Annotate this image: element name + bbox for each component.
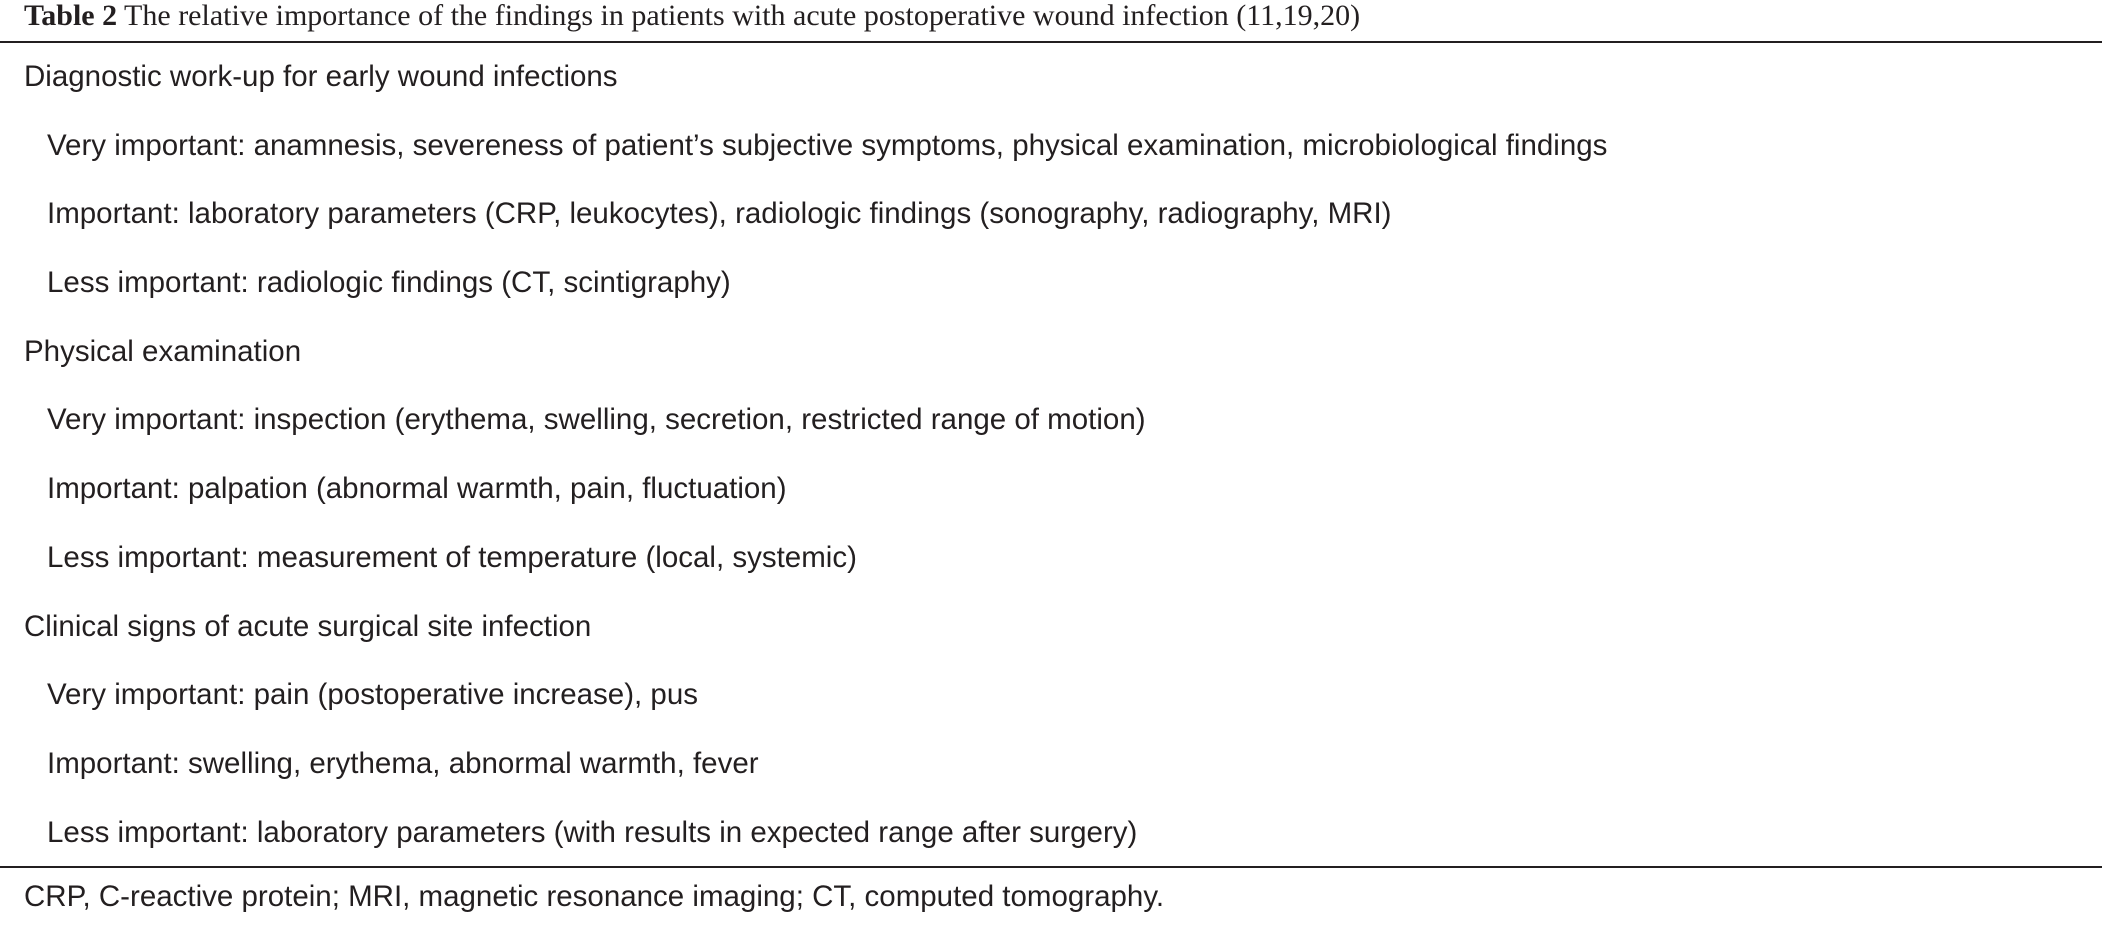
table-row: Important: swelling, erythema, abnormal warmth, fever (47, 746, 759, 780)
table-caption-label: Table 2 (24, 0, 118, 32)
section-heading-physical-examination: Physical examination (24, 334, 302, 368)
table-body (0, 43, 2102, 867)
table-row: Less important: laboratory parameters (with results in expected range after surgery) (47, 815, 1138, 849)
table-row: Very important: pain (postoperative increase), pus (47, 678, 698, 712)
table-row: Important: laboratory parameters (CRP, leukocytes), radiologic findings (sonography, radiography, MRI) (47, 197, 1392, 231)
section-heading-diagnostic-workup: Diagnostic work-up for early wound infections (24, 60, 618, 93)
table-row: Important: palpation (abnormal warmth, pain, fluctuation) (47, 472, 787, 506)
table-row: Very important: inspection (erythema, swelling, secretion, restricted range of motion) (47, 403, 1146, 437)
table-row: Less important: radiologic findings (CT, scintigraphy) (47, 266, 731, 300)
table-caption (24, 0, 1360, 38)
table-footnote: CRP, C-reactive protein; MRI, magnetic resonance imaging; CT, computed tomography. (24, 880, 1165, 913)
table-caption-text: The relative importance of the findings in patients with acute postoperative wound infection (11,19,20) (117, 0, 1361, 32)
table-row: Very important: anamnesis, severeness of patient’s subjective symptoms, physical examination, microbiological findings (47, 128, 1608, 162)
table-row: Less important: measurement of temperature (local, systemic) (47, 540, 857, 574)
section-heading-clinical-signs: Clinical signs of acute surgical site infection (24, 609, 592, 643)
